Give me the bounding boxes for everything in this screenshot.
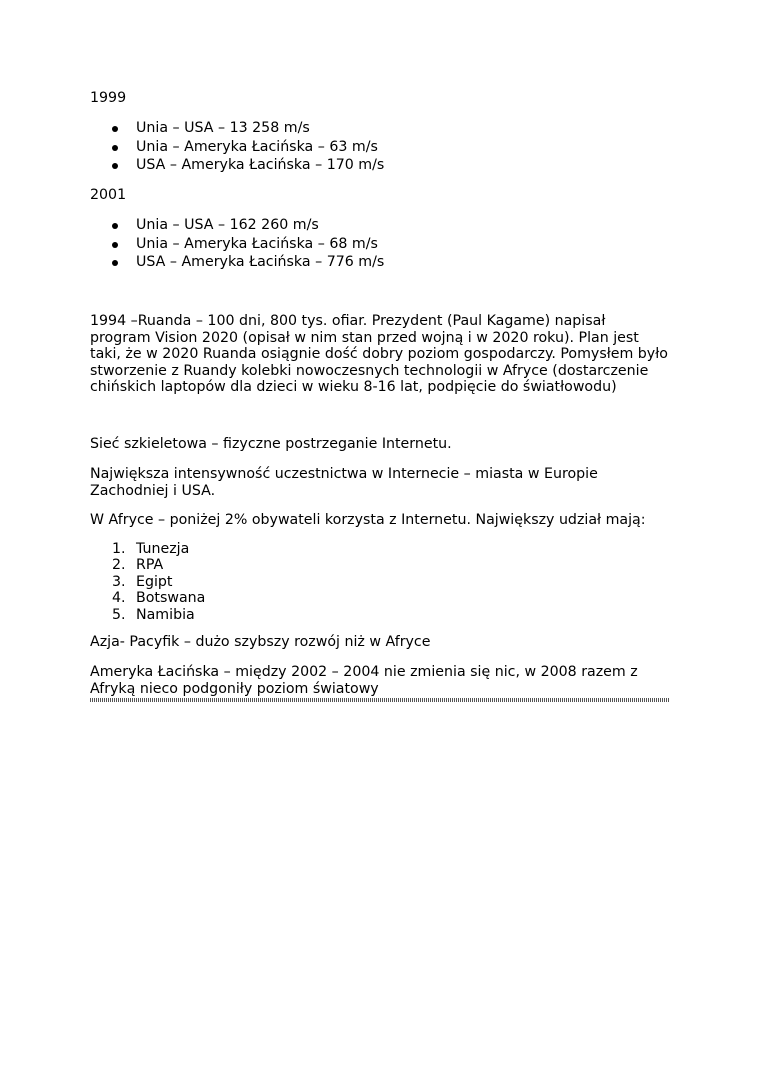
year-heading-1999: 1999 (90, 90, 127, 106)
list-item: Unia – USA – 162 260 m/s (90, 216, 670, 235)
bullet-list-1999 (90, 119, 670, 175)
asia-pacific-paragraph: Azja- Pacyfik – dużo szybszy rozwój niż w Afryce (90, 634, 431, 650)
list-item: Unia – USA – 13 258 m/s (90, 119, 670, 138)
list-item: USA – Ameryka Łacińska – 776 m/s (90, 253, 670, 272)
africa-country-list (90, 541, 670, 623)
list-item: 1. Tunezja (112, 541, 190, 557)
list-item: USA – Ameryka Łacińska – 170 m/s (90, 156, 670, 175)
list-item: 2. RPA (112, 557, 164, 574)
list-item: 5. Namibia (112, 606, 195, 623)
bullet-icon (112, 242, 118, 248)
year-heading-2001: 2001 (90, 187, 127, 203)
rwanda-paragraph: 1994 –Ruanda – 100 dni, 800 tys. ofiar. Prezydent (Paul Kagame) napisał program Vision 2020 (opisał w nim stan przed wojną i w 2020 roku). Plan jest taki, że w 2020 Ruanda osiągnie dość dobry poziom gospodarczy. Pomysłem było stworzenie z Ruandy kolebki nowoczesnych technologii w Afryce (dostarczenie chińskich laptopów dla dzieci w wieku 8-16 lat, podpięcie do światłowodu) (90, 313, 668, 396)
backbone-paragraph: Sieć szkieletowa – fizyczne postrzeganie Internetu. (90, 436, 452, 452)
bullet-icon (112, 163, 118, 169)
dotted-divider (90, 698, 670, 702)
latin-america-paragraph: Ameryka Łacińska – między 2002 – 2004 nie zmienia się nic, w 2008 razem z Afryką nieco podgoniły poziom światowy (90, 664, 638, 697)
bullet-icon (112, 145, 118, 151)
bullet-icon (112, 223, 118, 229)
bullet-icon (112, 260, 118, 266)
bullet-icon (112, 126, 118, 132)
list-item: 4. Botswana (112, 590, 206, 607)
list-item: 3. Egipt (112, 573, 173, 590)
africa-paragraph: W Afryce – poniżej 2% obywateli korzysta z Internetu. Największy udział mają: (90, 512, 646, 528)
bullet-list-2001 (90, 216, 670, 272)
intensity-paragraph: Największa intensywność uczestnictwa w Internecie – miasta w Europie Zachodniej i USA. (90, 466, 598, 499)
list-item: Unia – Ameryka Łacińska – 68 m/s (90, 235, 670, 254)
list-item: Unia – Ameryka Łacińska – 63 m/s (90, 138, 670, 157)
